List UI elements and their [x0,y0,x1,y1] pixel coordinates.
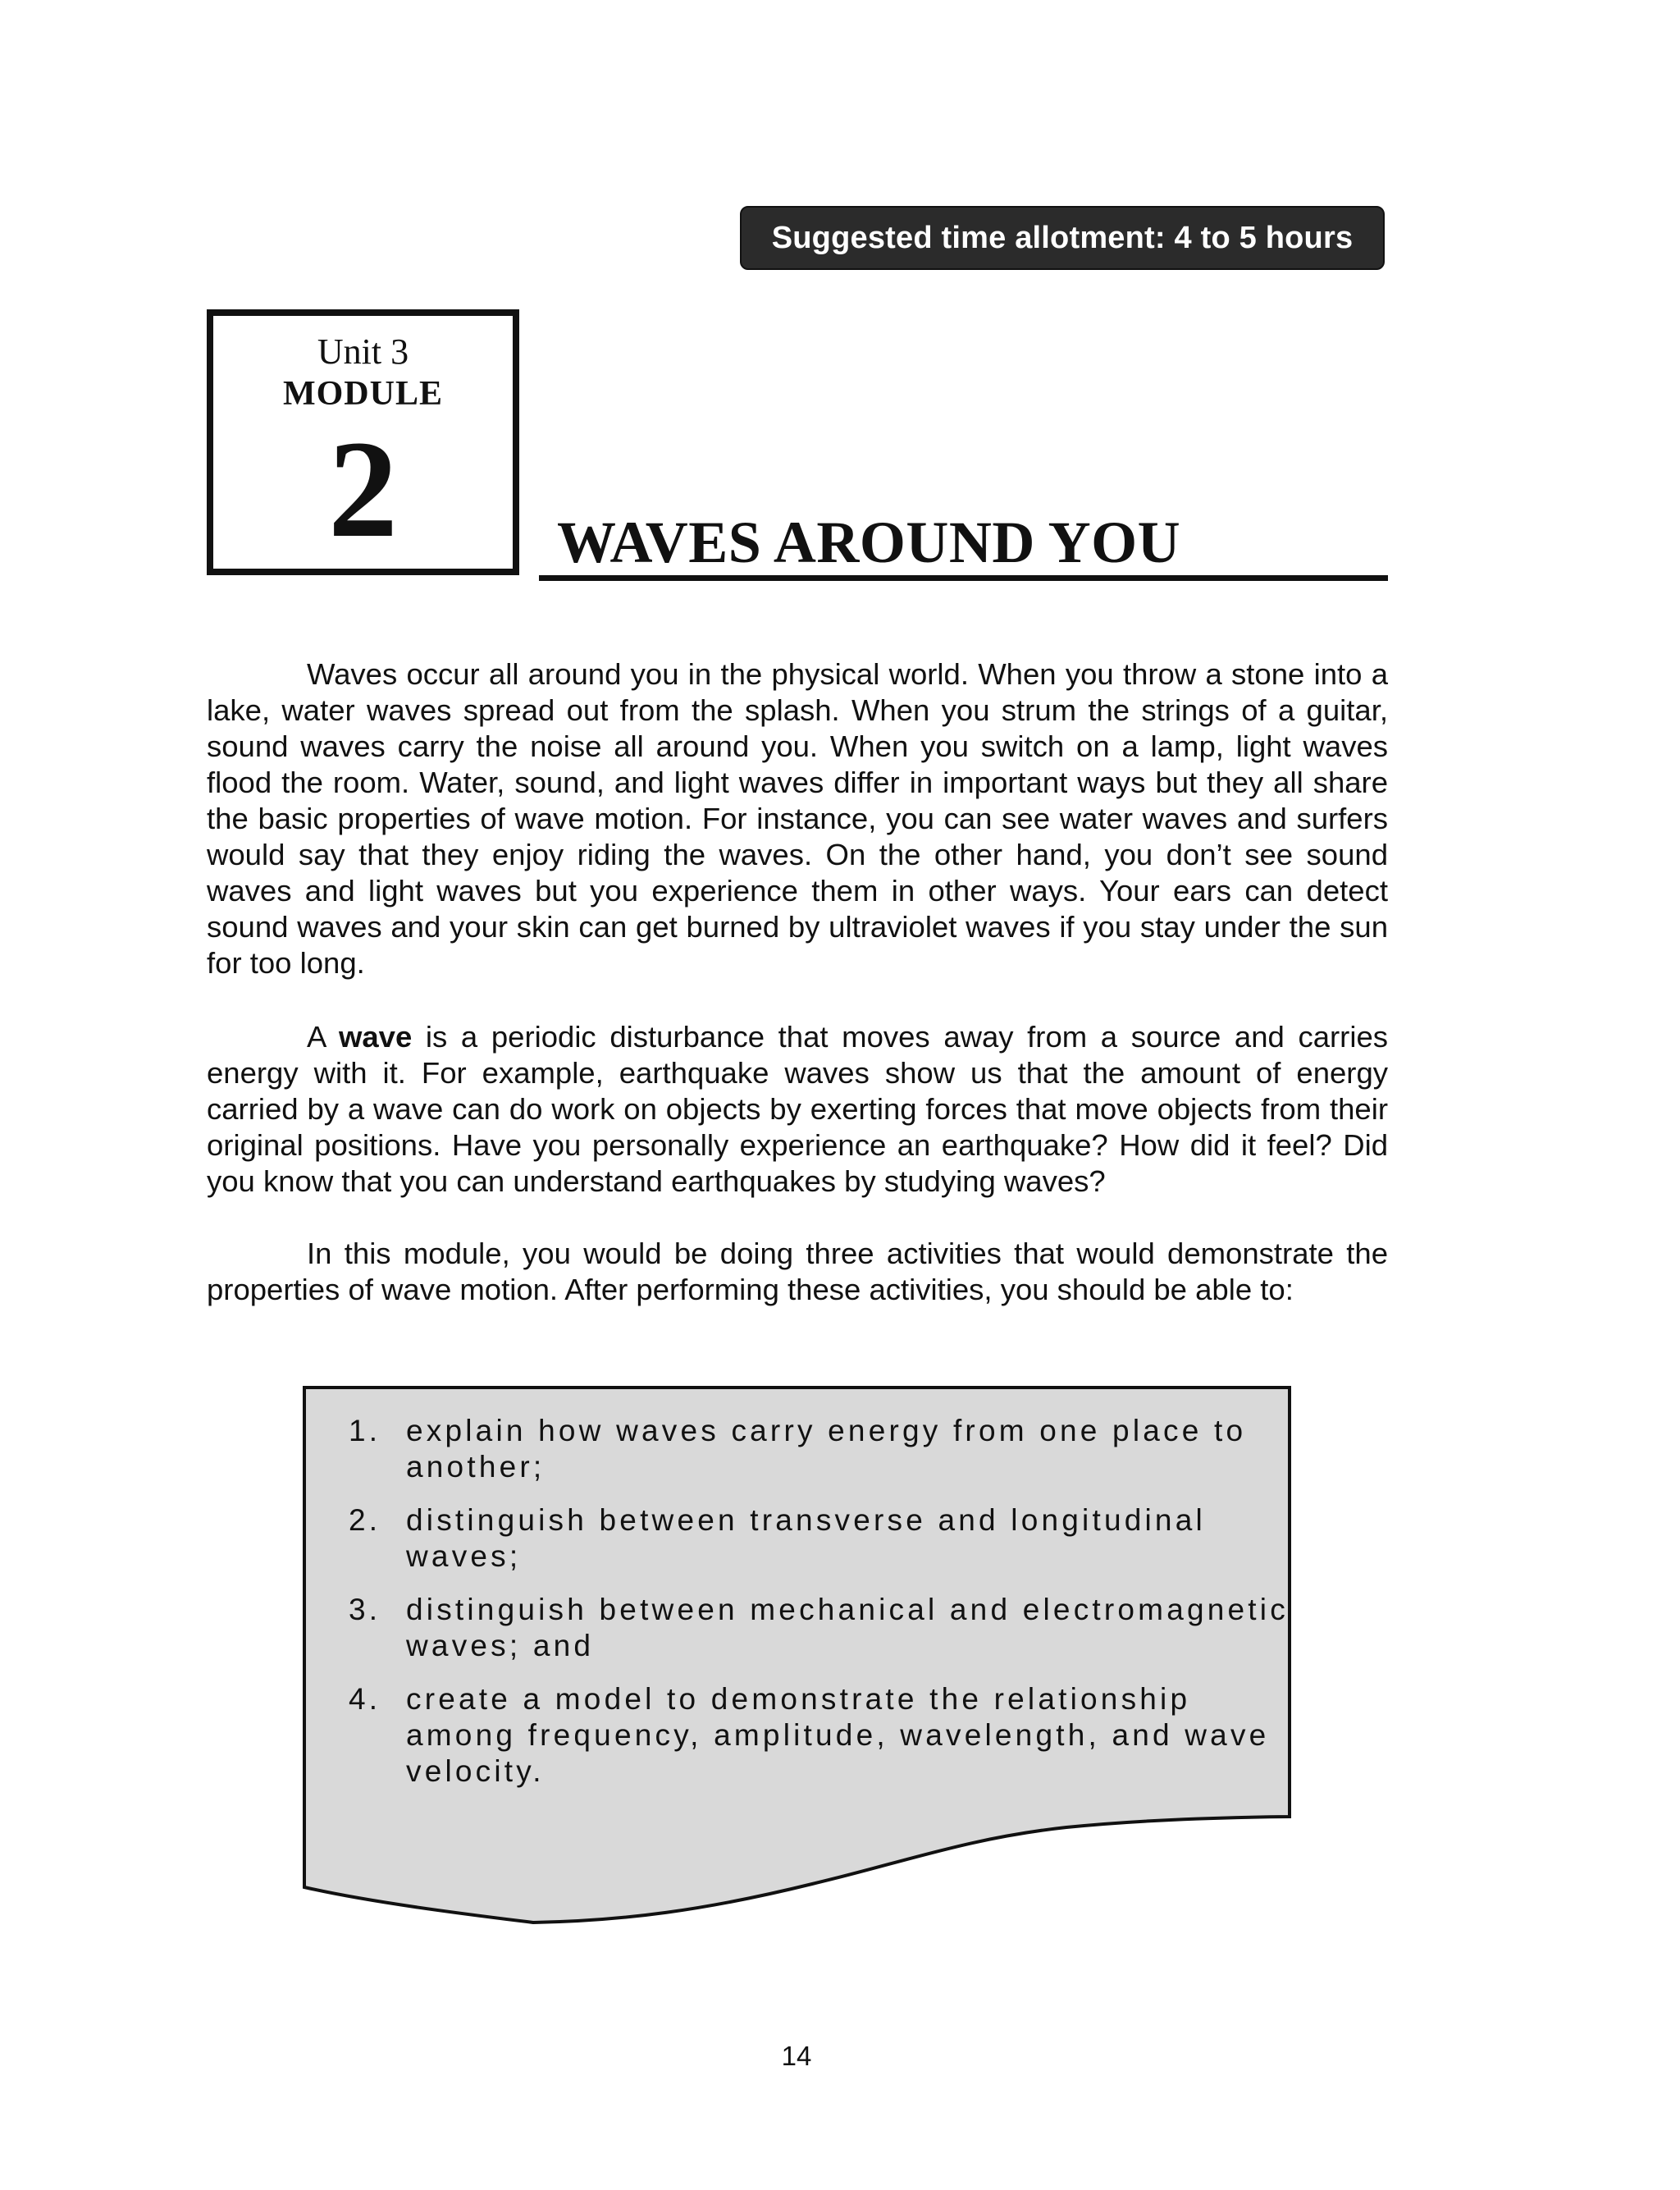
paragraph-text: Waves occur all around you in the physical world. When you throw a stone into a lake, water waves spread out from the splash. When you strum the strings of a guitar, sound waves carry the noise all around you. When you switch on a lamp, light waves flood the room. Water, sound, and light waves differ in important ways but they all share the basic properties of wave motion. For instance, you can see water waves and surfers would say that they enjoy riding the waves. On the other hand, you don’t see sound waves and light waves but you experience them in other ways. Your ears can detect sound waves and your skin can get burned by ultraviolet waves if you stay under the sun for too long. [207,657,1388,980]
paragraph-rest: is a periodic disturbance that moves away from a source and carries energy with it. For example, earthquake waves show us that the amount of energy carried by a wave can do work on objects by exerting forces that move objects from their original positions. Have you personally experience an earthquake? How did it feel? Did you know that you can understand earthquakes by studying waves? [207,1020,1388,1198]
objective-item [349,1502,1292,1575]
wave-term: wave [338,1020,413,1054]
objectives-list [349,1413,1292,1807]
objective-number: 1. [349,1414,381,1447]
module-number: 2 [328,412,398,566]
unit-label: Unit 3 [317,331,409,372]
page-number: 14 [781,2041,812,2071]
paragraph-start: A [307,1020,339,1054]
objective-number: 2. [349,1503,381,1537]
objective-text: explain how waves carry energy from one place to another; [406,1414,1247,1484]
objective-text: create a model to demonstrate the relationship among frequency, amplitude, wavelength, and wave velocity. [406,1682,1270,1788]
paragraph-text: In this module, you would be doing three activities that would demonstrate the properties of wave motion. After performing these activities, you should be able to: [207,1237,1388,1306]
objective-number: 4. [349,1682,381,1716]
objective-item [349,1681,1292,1790]
objective-text: distinguish between transverse and longitudinal waves; [406,1503,1206,1573]
objective-item [349,1592,1292,1664]
objective-text: distinguish between mechanical and electromagnetic waves; and [406,1593,1289,1662]
page-title: WAVES AROUND YOU [557,510,1181,575]
time-allotment-badge: Suggested time allotment: 4 to 5 hours [740,206,1385,270]
objective-number: 3. [349,1593,381,1626]
module-label: MODULE [283,375,443,413]
objective-item [349,1413,1292,1485]
